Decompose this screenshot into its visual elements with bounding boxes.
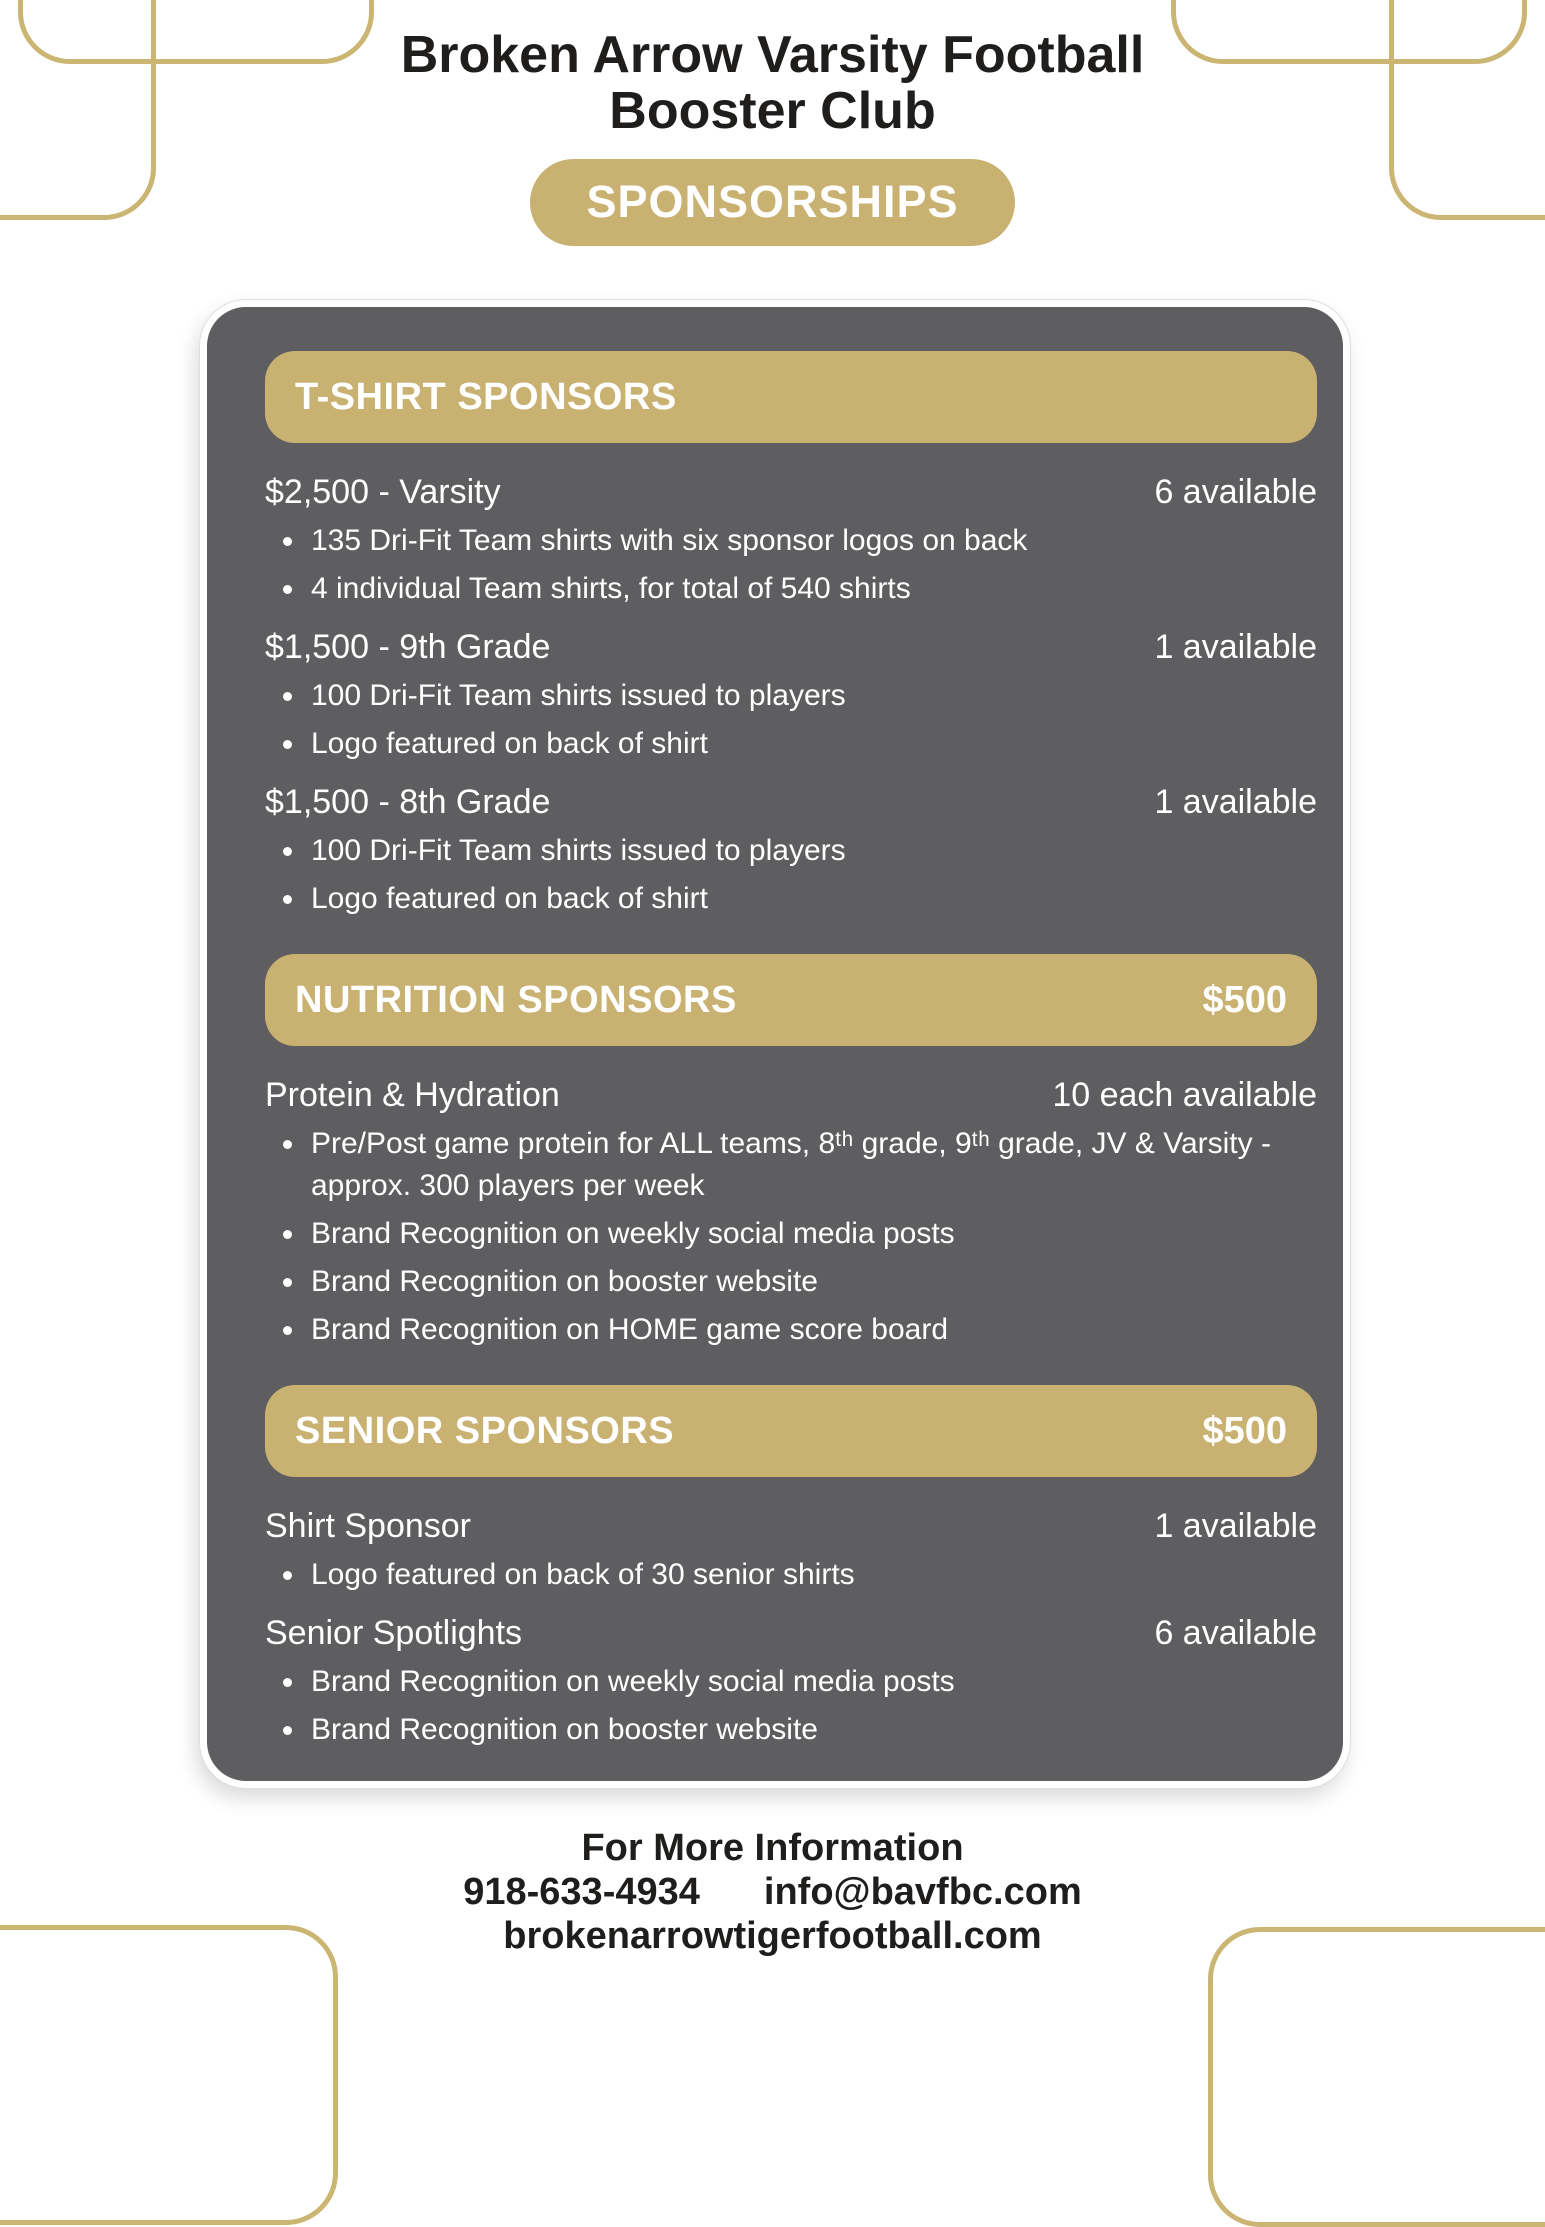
footer-contact-line — [0, 1870, 1545, 1914]
benefit-list — [265, 1554, 1317, 1596]
tier-availability: 1 available — [1154, 783, 1317, 821]
benefit-item: Brand Recognition on weekly social media posts — [283, 1213, 1288, 1255]
benefit-item: Pre/Post game protein for ALL teams, 8ᵗʰ grade, 9ᵗʰ grade, JV & Varsity - approx. 300 players per week — [283, 1123, 1288, 1207]
tier-availability: 1 available — [1154, 1507, 1317, 1545]
tier-row — [265, 1614, 1317, 1653]
page-title-line1: Broken Arrow Varsity Football — [400, 26, 1145, 84]
tier-row — [265, 1507, 1317, 1546]
benefit-item: Brand Recognition on booster website — [283, 1709, 1288, 1751]
benefit-item: 135 Dri-Fit Team shirts with six sponsor logos on back — [283, 520, 1288, 562]
section-header-bar — [265, 351, 1317, 443]
section-senior-sponsors — [265, 1385, 1317, 1751]
benefit-item: Logo featured on back of shirt — [283, 723, 1288, 765]
section-price: $500 — [1202, 978, 1287, 1021]
benefit-item: 4 individual Team shirts, for total of 540 shirts — [283, 568, 1288, 610]
page-title-line2: Booster Club — [609, 81, 936, 140]
tier-availability: 6 available — [1154, 473, 1317, 511]
tier-availability: 6 available — [1154, 1614, 1317, 1652]
tier-availability: 10 each available — [1052, 1076, 1317, 1114]
sponsorship-card — [200, 300, 1350, 1788]
section-title: T-SHIRT SPONSORS — [295, 375, 677, 418]
benefit-list — [265, 1123, 1317, 1351]
benefit-list — [265, 1661, 1317, 1751]
footer-website: brokenarrowtigerfootball.com — [503, 1915, 1042, 1957]
sponsorships-badge: SPONSORSHIPS — [530, 159, 1014, 246]
benefit-list — [265, 520, 1317, 610]
benefit-item: Brand Recognition on booster website — [283, 1261, 1288, 1303]
section-header-bar — [265, 954, 1317, 1046]
benefit-item: Logo featured on back of 30 senior shirts — [283, 1554, 1288, 1596]
tier-row — [265, 783, 1317, 822]
corner-ornament-bottom-left — [0, 1925, 338, 2225]
benefit-item: Brand Recognition on weekly social media posts — [283, 1661, 1288, 1703]
benefit-list — [265, 675, 1317, 765]
section-header-bar — [265, 1385, 1317, 1477]
footer-heading: For More Information — [581, 1827, 964, 1869]
tier-title: Protein & Hydration — [265, 1076, 560, 1114]
section-tshirt-sponsors — [265, 351, 1317, 920]
section-nutrition-sponsors — [265, 954, 1317, 1351]
footer-phone: 918-633-4934 — [463, 1871, 700, 1913]
flyer-footer — [0, 1826, 1545, 1958]
tier-title: $1,500 - 8th Grade — [265, 783, 551, 821]
benefit-item: Logo featured on back of shirt — [283, 878, 1288, 920]
tier-row — [265, 1076, 1317, 1115]
tier-title: Shirt Sponsor — [265, 1507, 471, 1545]
section-title: SENIOR SPONSORS — [295, 1409, 675, 1452]
footer-email: info@bavfbc.com — [763, 1871, 1082, 1913]
tier-title: $2,500 - Varsity — [265, 473, 501, 511]
section-price: $500 — [1202, 1409, 1287, 1452]
tier-title: Senior Spotlights — [265, 1614, 523, 1652]
tier-row — [265, 473, 1317, 512]
benefit-item: Brand Recognition on HOME game score board — [283, 1309, 1288, 1351]
benefit-item: 100 Dri-Fit Team shirts issued to players — [283, 830, 1288, 872]
corner-ornament-bottom-right — [1208, 1927, 1545, 2227]
benefit-list — [265, 830, 1317, 920]
flyer-header — [0, 28, 1545, 246]
tier-row — [265, 628, 1317, 667]
tier-availability: 1 available — [1154, 628, 1317, 666]
tier-title: $1,500 - 9th Grade — [265, 628, 551, 666]
benefit-item: 100 Dri-Fit Team shirts issued to players — [283, 675, 1288, 717]
section-title: NUTRITION SPONSORS — [295, 978, 737, 1021]
